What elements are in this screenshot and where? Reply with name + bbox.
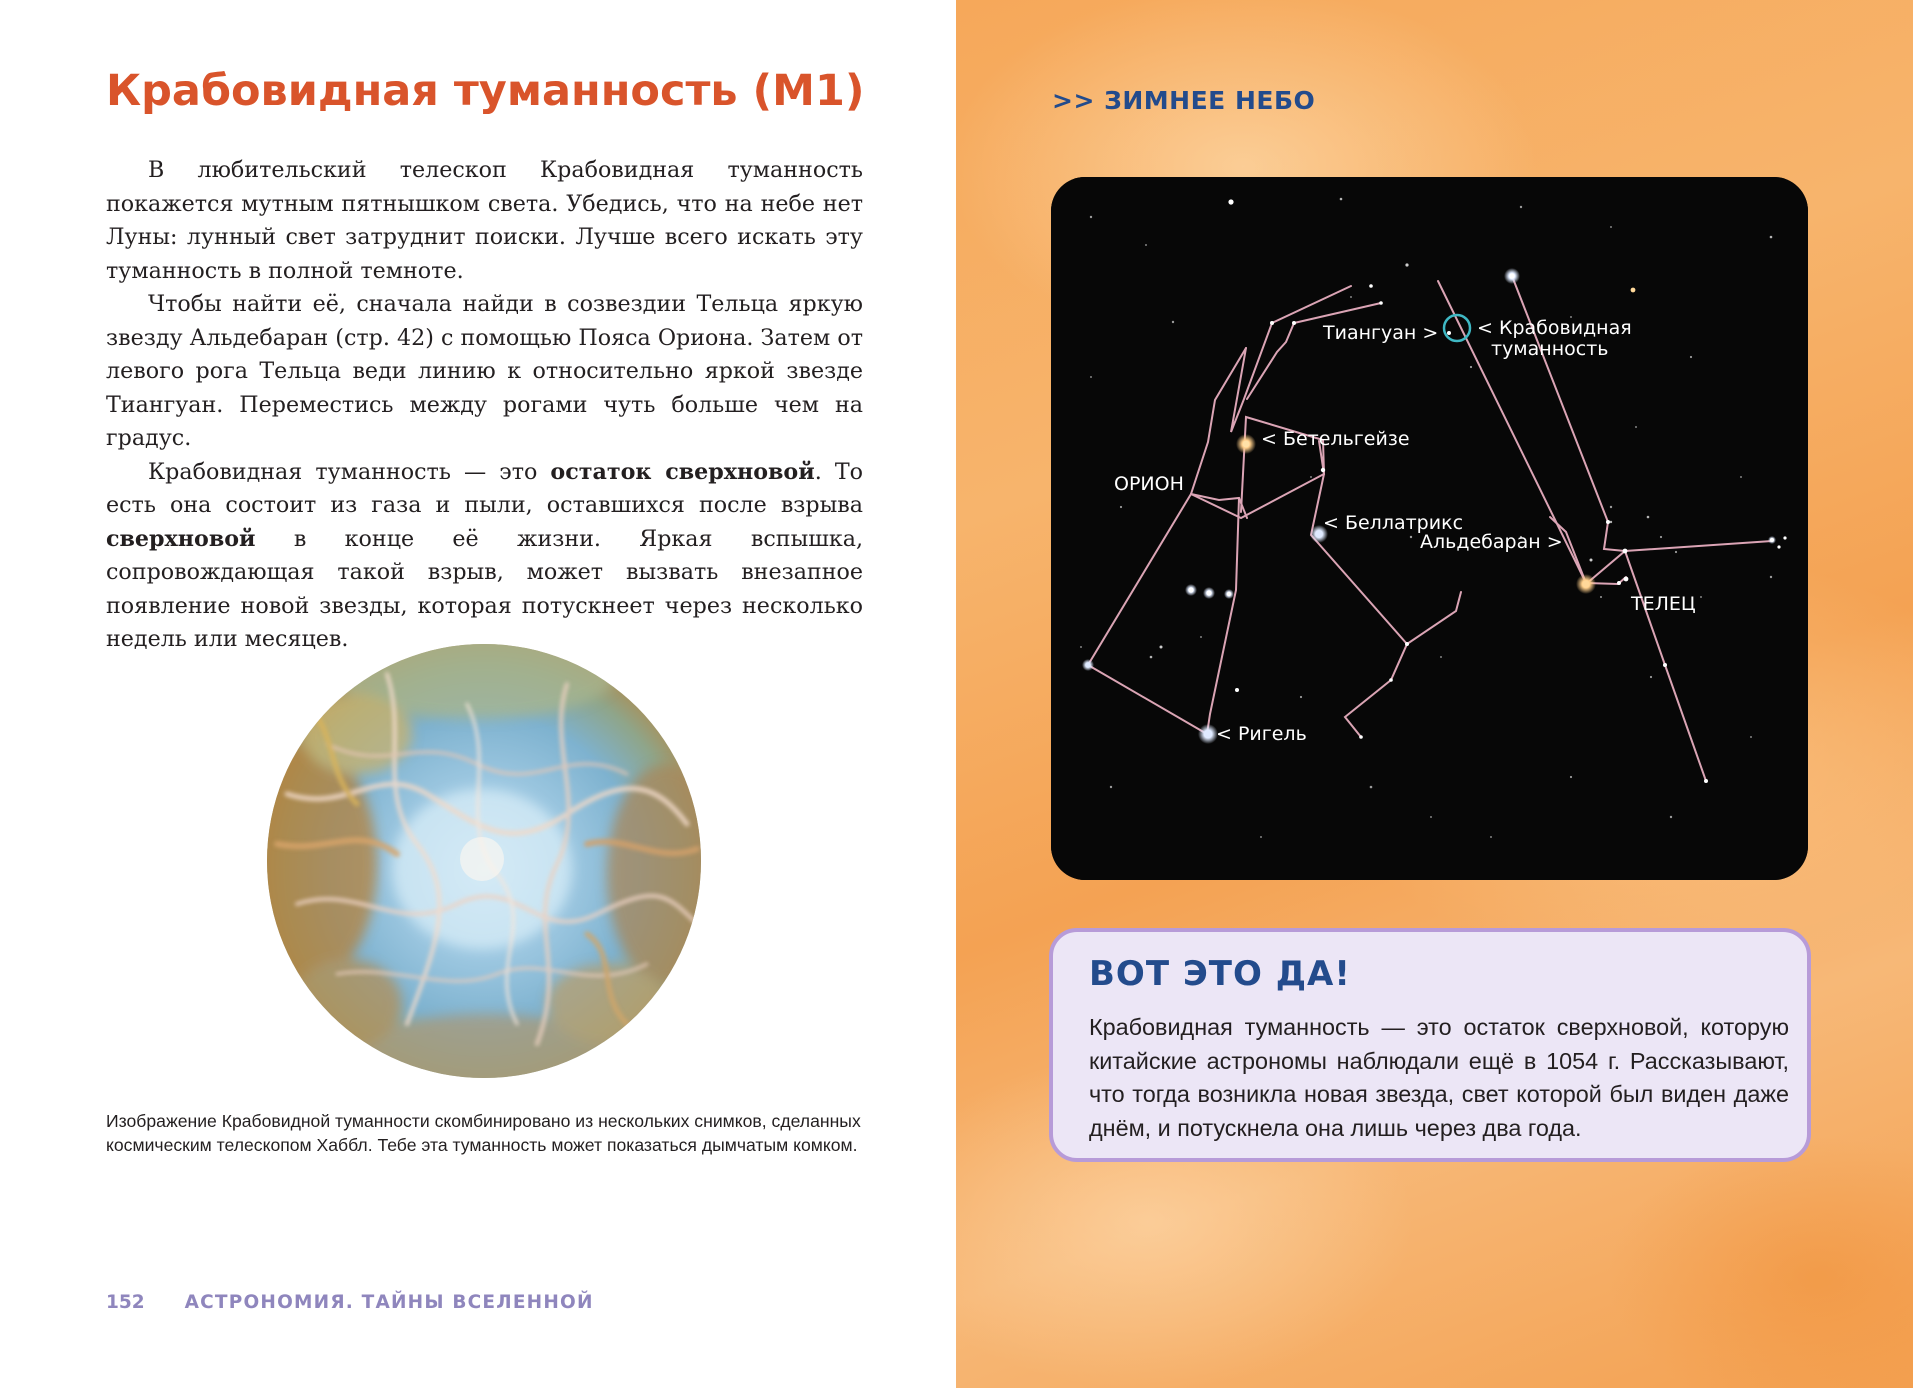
term-supernova-remnant: остаток сверхновой [550,458,815,485]
callout-title: ВОТ ЭТО ДА! [1089,954,1351,994]
book-title: АСТРОНОМИЯ. ТАЙНЫ ВСЕЛЕННОЙ [184,1292,594,1313]
star-map [1051,177,1808,880]
paragraph-3 [106,456,863,657]
right-page [956,0,1913,1388]
left-page [0,0,956,1388]
paragraph-3-part-1: Крабовидная туманность — это [148,458,551,485]
paragraph-3-part-3: в конце её жизни. Яркая вспышка, сопровождающая такой взрыв, может вызвать внезапное появление новой звезды, которая потускнеет через несколько недель или месяцев. [106,525,863,652]
page-title: Крабовидная туманность (М1) [106,66,865,116]
label-betelgeuse: < Бетельгейзе [1261,428,1410,450]
label-tianguan: Тиангуан > [1323,322,1439,344]
label-aldebaran: Альдебаран > [1420,531,1563,553]
body-text [106,154,863,657]
page-number: 152 [106,1292,145,1313]
label-taurus: ТЕЛЕЦ [1631,593,1696,615]
label-orion: ОРИОН [1114,473,1184,495]
image-caption: Изображение Крабовидной туманности скомбинировано из нескольких снимков, сделанных космическим телескопом Хаббл. Тебе эта туманность может показаться дымчатым комком. [106,1111,861,1155]
page-footer [106,1292,594,1313]
crab-nebula-image [267,644,701,1078]
label-crab-line-1: < Крабовидная [1477,317,1632,339]
callout-text: Крабовидная туманность — это остаток сверхновой, которую китайские астрономы наблюдали ещё в 1054 г. Рассказывают, что тогда возникла новая звезда, свет которой был виден даже днём, и потускнела она лишь через два года. [1089,1014,1789,1141]
paragraph-3-part-2: . То есть она состоит из газа и пыли, оставшихся после взрыва [106,458,863,518]
callout-box [1049,928,1811,1162]
section-tag: >> ЗИМНЕЕ НЕБО [1052,86,1316,115]
paragraph-2: Чтобы найти её, сначала найди в созвездии Тельца яркую звезду Альдебаран (стр. 42) с помощью Пояса Ориона. Затем от левого рога Тельца веди линию к относительно яркой звезде Тиангуан. Переместись между рогами чуть больше чем на градус. [106,291,863,451]
label-bellatrix: < Беллатрикс [1323,512,1464,534]
label-crab-line-2: туманность [1491,338,1609,360]
term-supernova: сверхновой [106,525,256,552]
label-rigel: < Ригель [1216,723,1307,745]
paragraph-1: В любительский телескоп Крабовидная туманность покажется мутным пятнышком света. Убедись, что на небе нет Луны: лунный свет затруднит поиски. Лучше всего искать эту туманность в полной темноте. [106,157,863,284]
